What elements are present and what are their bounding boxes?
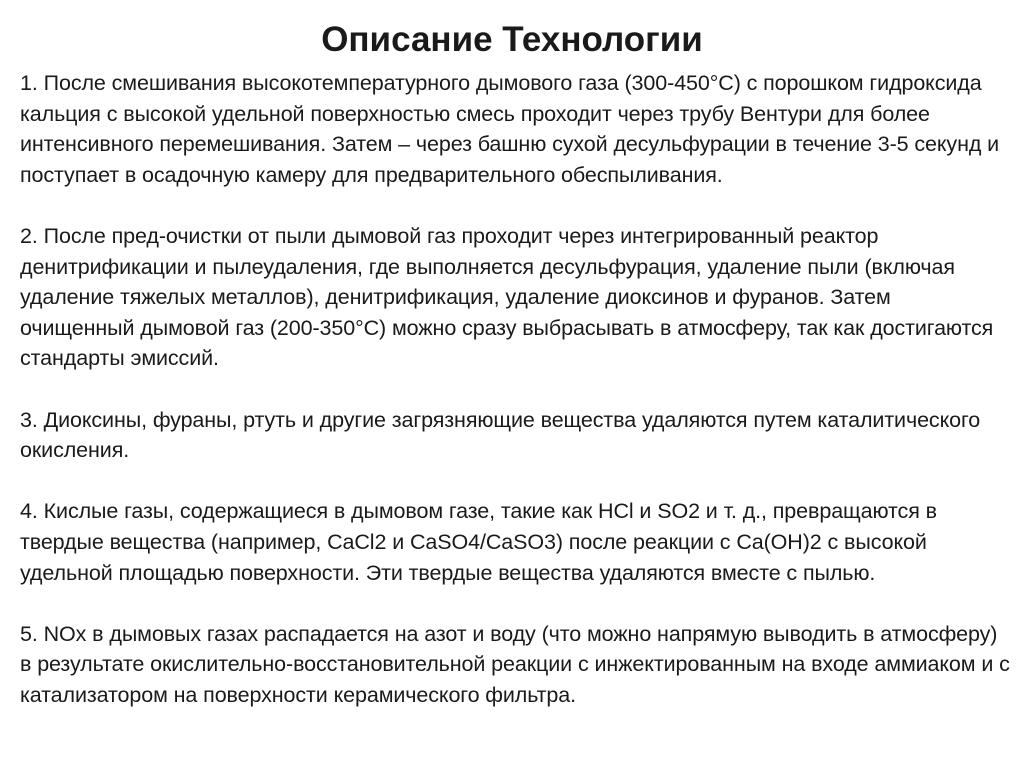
paragraph-3: 3. Диоксины, фураны, ртуть и другие загрязняющие вещества удаляются путем каталитического окисления.	[20, 407, 981, 463]
paragraph-4: 4. Кислые газы, содержащиеся в дымовом газе, такие как HCl и SO2 и т. д., превращаются в твердые вещества (например, CaCl2 и CaSO4/CaSO3) после реакции с Ca(OH)2 с высокой удельной площадью поверхности. Эти твердые вещества удаляются вместе с пылью.	[20, 499, 937, 585]
description-body	[20, 68, 1010, 710]
paragraph-1: 1. После смешивания высокотемпературного дымового газа (300-450°C) с порошком гидроксида кальция с высокой удельной поверхностью смесь проходит через трубу Вентури для более интенсивного перемешивания. Затем – через башню сухой десульфурации в течение 3-5 секунд и поступает в осадочную камеру для предварительного обеспыливания.	[20, 71, 1000, 187]
paragraph-5: 5. NOx в дымовых газах распадается на азот и воду (что можно напрямую выводить в атмосферу) в результате окислительно-восстановительной реакции с инжектированным на входе аммиаком и с катализатором на поверхности керамического фильтра.	[20, 621, 1010, 707]
page-title: Описание Технологии	[321, 20, 703, 59]
paragraph-2: 2. После пред-очистки от пыли дымовой газ проходит через интегрированный реактор денитрификации и пылеудаления, где выполняется десульфурация, удаление пыли (включая удаление тяжелых металлов), денитрификация, удаление диоксинов и фуранов. Затем очищенный дымовой газ (200-350°C) можно сразу выбрасывать в атмосферу, так как достигаются стандарты эмиссий.	[20, 223, 994, 371]
